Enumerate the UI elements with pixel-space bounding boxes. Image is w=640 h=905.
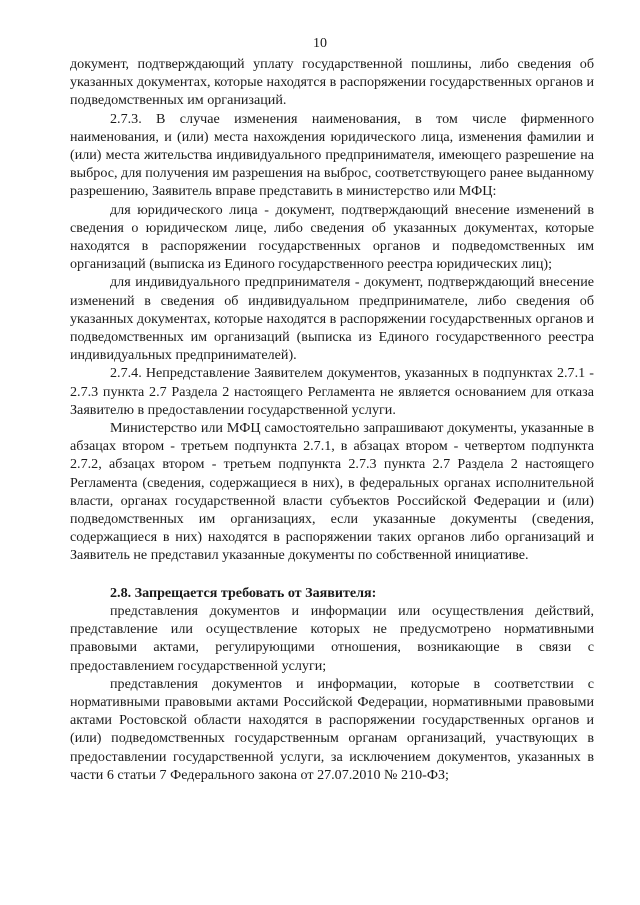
section-heading-2-8: 2.8. Запрещается требовать от Заявителя: (110, 584, 377, 601)
paragraph-prohibition-2: представления документов и информации, которые в соответствии с нормативными правовыми актами Российской Федерации, нормативными правовыми актами Ростовской области находятся в распоряжении государственных органов и (или) подведомственных государственным органам организаций, участвующих в предоставлении государственной услуги, за исключением документов, указанных в части 6 статьи 7 Федерального закона от 27.07.2010 № 210-ФЗ; (70, 675, 594, 783)
paragraph-ministry-requests: Министерство или МФЦ самостоятельно запрашивают документы, указанные в абзацах втором - третьем подпункта 2.7.1, в абзацах втором - четвертом подпункта 2.7.2, абзацах втором - третьем подпункта 2.7.3 пункта 2.7 Раздела 2 настоящего Регламента (сведения, содержащиеся в них), в федеральных органах исполнительной власти, органах государственной власти субъектов Российской Федерации и (или) подведомственных им организациях, если указанные документы (сведения, содержащиеся в них) находятся в распоряжении таких органов либо организаций и Заявитель не представил указанные документы по собственной инициативе. (70, 420, 594, 564)
paragraph-individual-entrepreneur: для индивидуального предпринимателя - документ, подтверждающий внесение изменений в сведения об индивидуальном предпринимателе, либо сведения об указанных документах, которые находятся в распоряжении государственных органов и подведомственных им организаций (выписка из Единого государственного реестра индивидуальных предпринимателей). (70, 274, 594, 364)
document-body (70, 55, 594, 784)
paragraph-legal-entity: для юридического лица - документ, подтверждающий внесение изменений в сведения о юридическом лице, либо сведения об указанных документах, которые находятся в распоряжении государственных органов и подведомственных им организаций (выписка из Единого государственного реестра юридических лиц); (70, 201, 594, 273)
paragraph-2-7-3: 2.7.3. В случае изменения наименования, в том числе фирменного наименования, и (или) места нахождения юридического лица, изменения фамилии и (или) места жительства индивидуального предпринимателя, имеющего разрешение на выброс, для получения им разрешения на выброс, соответствующего ранее выданному разрешению, Заявитель вправе представить в министерство или МФЦ: (70, 110, 594, 200)
paragraph-continuation: документ, подтверждающий уплату государственной пошлины, либо сведения об указанных документах, которые находятся в распоряжении государственных органов и подведомственных им организаций. (70, 56, 594, 109)
paragraph-2-7-4: 2.7.4. Непредставление Заявителем документов, указанных в подпунктах 2.7.1 - 2.7.3 пункта 2.7 Раздела 2 настоящего Регламента не является основанием для отказа Заявителю в предоставлении государственной услуги. (70, 365, 594, 418)
paragraph-prohibition-1: представления документов и информации или осуществления действий, представление или осуществление которых не предусмотрено нормативными правовыми актами, регулирующими отношения, возникающие в связи с предоставлением государственной услуги; (70, 602, 594, 674)
page-number: 10 (313, 36, 327, 51)
